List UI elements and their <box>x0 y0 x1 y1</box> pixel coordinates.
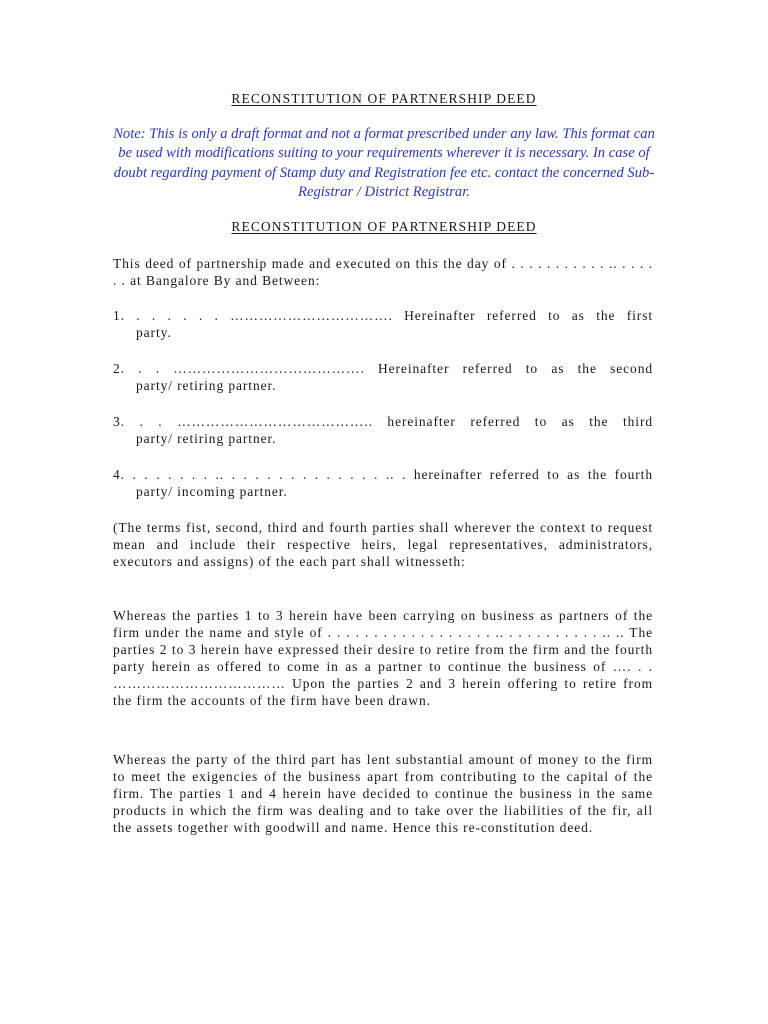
party-item-3-line2: party/ retiring partner. <box>136 431 277 446</box>
party-item-1-line2: party. <box>136 325 172 340</box>
party-item-2 <box>113 360 653 394</box>
party-item-1 <box>113 307 653 341</box>
whereas-paragraph-2: Whereas the party of the third part has lent substantial amount of money to the firm to meet the exigencies of the business apart from contributing to the capital of the firm. The parties 1 and 4 herein have decided to continue the business in the same products in which the firm was dealing and to take over the liabilities of the fir, all the assets together with goodwill and name. Hence this re-constitution deed. <box>113 752 653 835</box>
document-title-top: RECONSTITUTION OF PARTNERSHIP DEED <box>231 91 537 106</box>
whereas-paragraph-1: Whereas the parties 1 to 3 herein have been carrying on business as partners of the firm under the name and style of . . . . . . . . . . . . . . . . . . .. . . . . . . . . . . .. .. The parties 2 to 3 herein have expressed their desire to retire from the firm and the fourth party herein as offered to come in as a partner to continue the business of …. . . ……………………………… Upon the parties 2 and 3 herein offering to retire from the firm the accounts of the firm have been drawn. <box>113 608 653 708</box>
party-item-4-line1: 4. . . . . . . . .. . . . . . . . . . . . . . .. . hereinafter referred to as the fourth <box>113 467 653 482</box>
document-title-main: RECONSTITUTION OF PARTNERSHIP DEED <box>231 219 537 234</box>
party-item-3-line1: 3. . . ………………………………….. hereinafter referred to as the third <box>113 414 653 429</box>
draft-format-note: Note: This is only a draft format and not a format prescribed under any law. This format can be used with modifications suiting to your requirements wherever it is necessary. In case of doubt regarding payment of Stamp duty and Registration fee etc. contact the concerned Sub-Registrar / District Registrar. <box>113 126 655 201</box>
party-item-4-line2: party/ incoming partner. <box>136 484 288 499</box>
party-item-1-line1: 1. . . . . . . ……………………………. Hereinafter referred to as the first <box>113 308 653 323</box>
party-item-2-line1: 2. . . …………………………………. Hereinafter referred to as the second <box>113 361 653 376</box>
terms-paragraph: (The terms fist, second, third and fourth parties shall wherever the context to request mean and include their respective heirs, legal representatives, administrators, executors and assigns) of the each part shall witnesseth: <box>113 520 653 569</box>
party-item-2-line2: party/ retiring partner. <box>136 378 277 393</box>
party-item-4 <box>113 466 653 500</box>
party-item-3 <box>113 413 653 447</box>
deed-intro-paragraph: This deed of partnership made and executed on this the day of . . . . . . . . . . . .. . . . . . . at Bangalore By and Between: <box>113 256 653 288</box>
